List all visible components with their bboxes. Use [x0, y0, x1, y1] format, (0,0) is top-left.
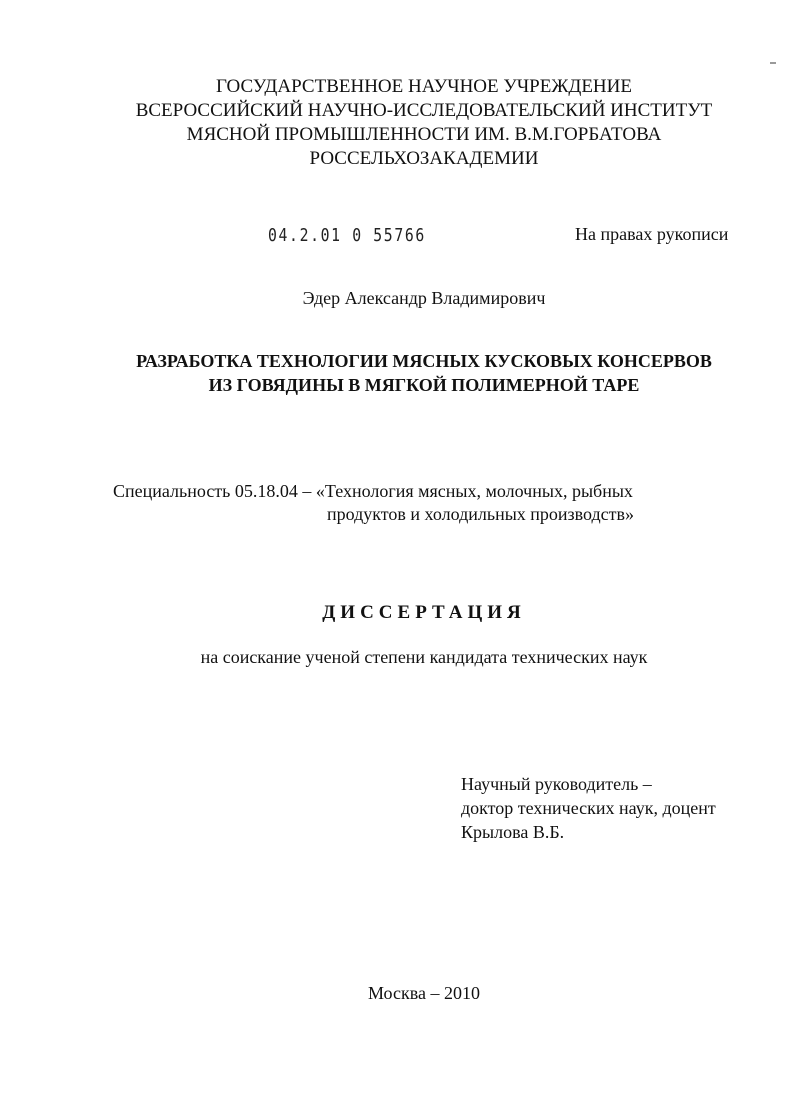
institution-line-3: МЯСНОЙ ПРОМЫШЛЕННОСТИ ИМ. В.М.ГОРБАТОВА [186, 124, 662, 145]
supervisor-role: Научный руководитель – [461, 774, 652, 794]
supervisor-rank: доктор технических наук, доцент [461, 798, 716, 818]
supervisor-name: Крылова В.Б. [461, 822, 565, 842]
manuscript-note: На правах рукописи [575, 224, 729, 244]
document-type: ДИССЕРТАЦИЯ [322, 602, 526, 623]
speciality-line-2: продуктов и холодильных производств» [327, 504, 635, 524]
speciality-line-1: Специальность 05.18.04 – «Технология мясных, молочных, рыбных [113, 481, 633, 501]
author-name: Эдер Александр Владимирович [302, 288, 546, 308]
thesis-title-line-1: РАЗРАБОТКА ТЕХНОЛОГИИ МЯСНЫХ КУСКОВЫХ КОНСЕРВОВ [136, 351, 712, 371]
thesis-title [0, 349, 794, 397]
supervisor-block [461, 772, 716, 844]
institution-header [0, 75, 794, 171]
institution-line-4: РОССЕЛЬХОЗАКАДЕМИИ [309, 148, 539, 169]
degree-line: на соискание ученой степени кандидата технических наук [200, 647, 648, 667]
city-year: Москва – 2010 [368, 983, 480, 1003]
speciality [113, 480, 634, 526]
thesis-title-line-2: ИЗ ГОВЯДИНЫ В МЯГКОЙ ПОЛИМЕРНОЙ ТАРЕ [208, 375, 640, 395]
institution-line-2: ВСЕРОССИЙСКИЙ НАУЧНО-ИССЛЕДОВАТЕЛЬСКИЙ ИНСТИТУТ [135, 100, 713, 121]
registration-number: 04.2.01 0 55766 [268, 225, 426, 246]
institution-line-1: ГОСУДАРСТВЕННОЕ НАУЧНОЕ УЧРЕЖДЕНИЕ [216, 76, 632, 97]
scan-artifact [770, 62, 776, 64]
